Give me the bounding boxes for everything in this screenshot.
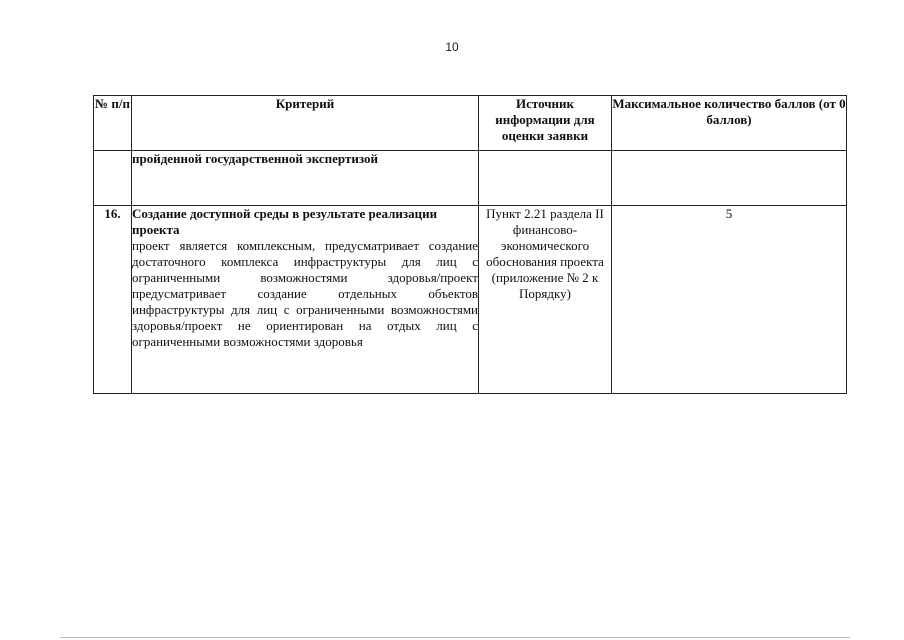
table-row	[94, 151, 847, 206]
criterion-title: Создание доступной среды в результате реализации проекта	[132, 206, 438, 237]
criterion-description: проект является комплексным, предусматривает создание достаточного комплекса инфраструктуры для лиц с ограниченными возможностями здоровья/проект предусматривает создание отдельных объектов инфраструктуры для лиц с ограниченными возможностями здоровья/проект не ориентирован на отдых лиц с ограниченными возможностями здоровья	[132, 238, 478, 349]
cell-max-points: 5	[612, 206, 847, 394]
header-source: Источник информации для оценки заявки	[479, 96, 612, 151]
cell-row-number: 16.	[94, 206, 132, 394]
cell-source-empty	[479, 151, 612, 206]
table-header-row	[94, 96, 847, 151]
page-bottom-edge	[60, 637, 850, 638]
cell-max-empty	[612, 151, 847, 206]
cell-number-empty	[94, 151, 132, 206]
header-number: № п/п	[94, 96, 132, 151]
table-row	[94, 206, 847, 394]
cell-criterion-continuation: пройденной государственной экспертизой	[132, 151, 479, 206]
cell-source: Пункт 2.21 раздела II финансово-экономического обоснования проекта (приложение № 2 к Порядку)	[479, 206, 612, 394]
page-number: 10	[445, 40, 459, 54]
criteria-table	[93, 95, 847, 394]
header-max-points: Максимальное количество баллов (от 0 баллов)	[612, 96, 847, 151]
header-criterion: Критерий	[132, 96, 479, 151]
cell-criterion	[132, 206, 479, 394]
